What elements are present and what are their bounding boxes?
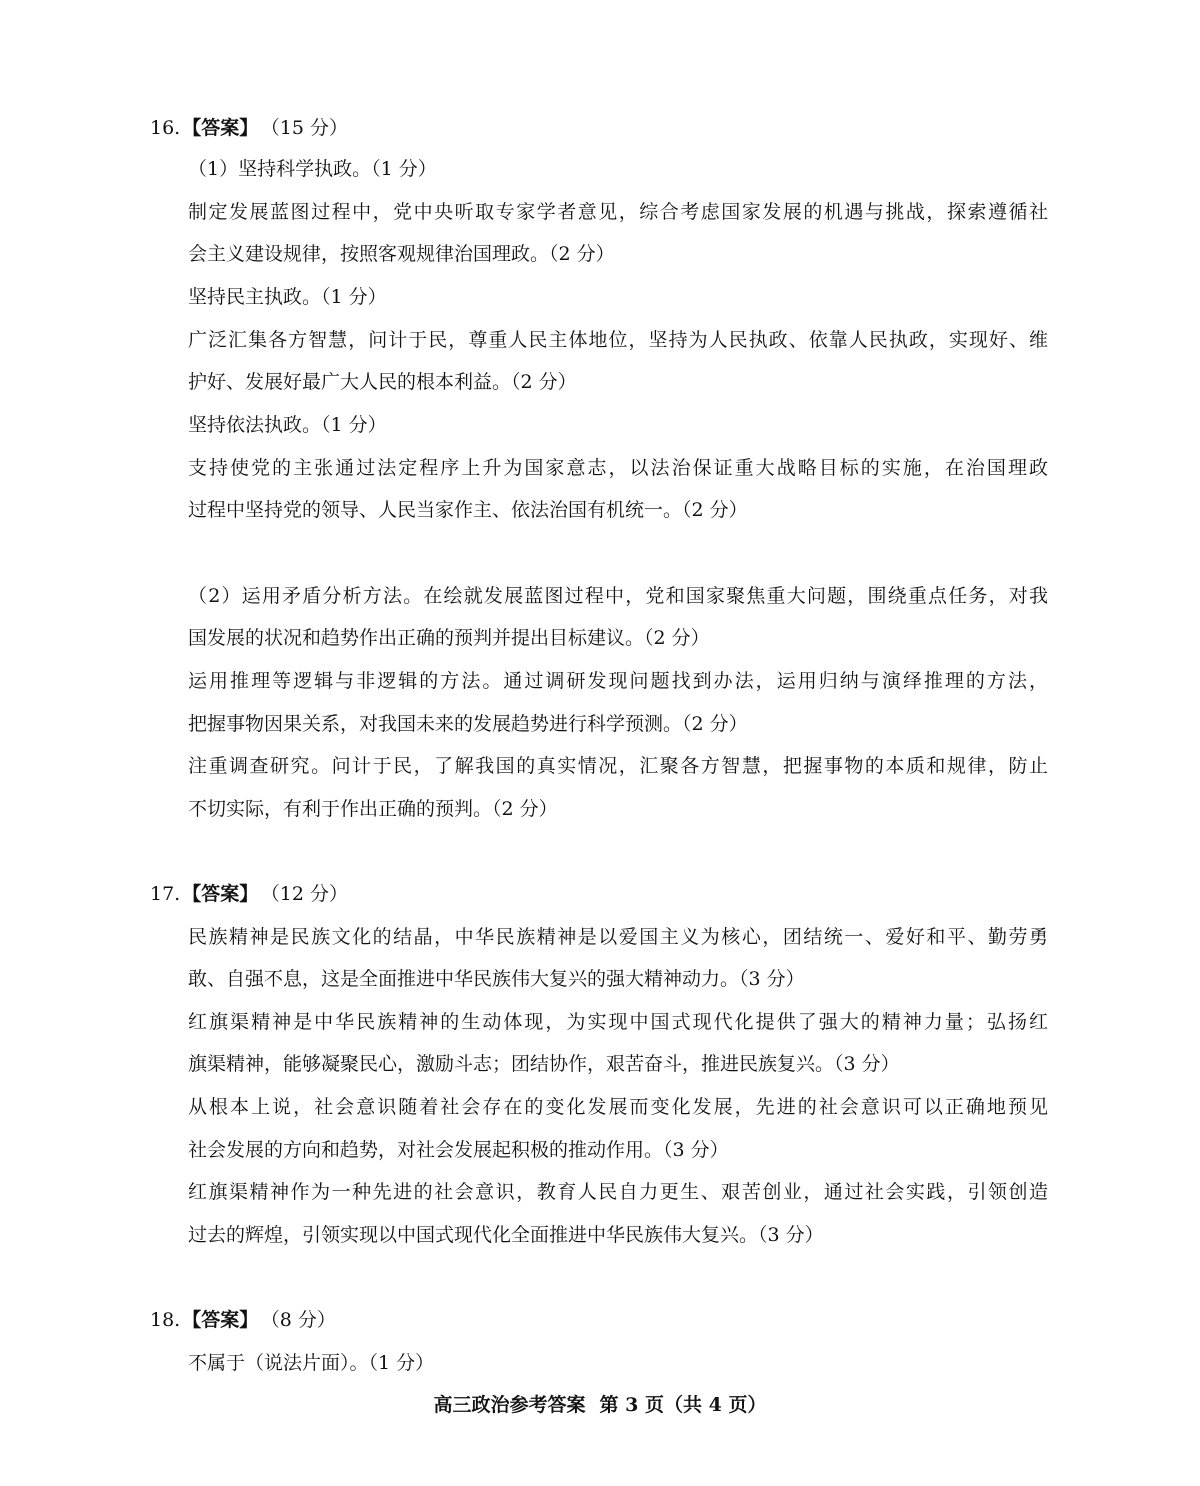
- answer-line: 红旗渠精神是中华民族精神的生动体现，为实现中国式现代化提供了强大的精神力量；弘扬红: [188, 1011, 1048, 1033]
- question-number: 17.: [150, 883, 181, 905]
- answer-line: 国发展的状况和趋势作出正确的预判并提出目标建议。（2 分）: [188, 627, 710, 649]
- answer-line: 护好、发展好最广大人民的根本利益。（2 分）: [188, 371, 577, 393]
- answer-line: 制定发展蓝图过程中，党中央听取专家学者意见，综合考虑国家发展的机遇与挑战，探索遵循社: [188, 201, 1048, 223]
- answer-line: 过程中坚持党的领导、人民当家作主、依法治国有机统一。（2 分）: [188, 499, 748, 521]
- answer-tag: 【答案】: [182, 1309, 259, 1331]
- answer-line: 敢、自强不息，这是全面推进中华民族伟大复兴的强大精神动力。（3 分）: [188, 968, 805, 990]
- answer-line: 过去的辉煌，引领实现以中国式现代化全面推进中华民族伟大复兴。（3 分）: [188, 1224, 824, 1246]
- answer-line: 运用推理等逻辑与非逻辑的方法。通过调研发现问题找到办法，运用归纳与演绎推理的方法，: [188, 670, 1048, 692]
- answer-line: 旗渠精神，能够凝聚民心，激励斗志；团结协作，艰苦奋斗，推进民族复兴。（3 分）: [188, 1053, 900, 1075]
- answer-line: 民族精神是民族文化的结晶，中华民族精神是以爱国主义为核心，团结统一、爱好和平、勤劳勇: [188, 926, 1048, 948]
- answer-line: 坚持民主执政。（1 分）: [188, 286, 387, 308]
- answer-line: （2）运用矛盾分析方法。在绘就发展蓝图过程中，党和国家聚焦重大问题，围绕重点任务，对我: [188, 585, 1048, 607]
- answer-line: 红旗渠精神作为一种先进的社会意识，教育人民自力更生、艰苦创业，通过社会实践，引领创造: [188, 1181, 1048, 1203]
- answer-line: 把握事物因果关系，对我国未来的发展趋势进行科学预测。（2 分）: [188, 713, 748, 735]
- question-number: 18.: [150, 1309, 181, 1331]
- answer-line: 会主义建设规律，按照客观规律治国理政。（2 分）: [188, 243, 615, 265]
- question-number: 16.: [150, 117, 181, 139]
- answer-line: 不属于（说法片面）。（1 分）: [188, 1352, 435, 1374]
- question-17-heading: [150, 881, 348, 907]
- answer-line: 从根本上说，社会意识随着社会存在的变化发展而变化发展，先进的社会意识可以正确地预见: [188, 1096, 1048, 1118]
- answer-line: 广泛汇集各方智慧，问计于民，尊重人民主体地位，坚持为人民执政、依靠人民执政，实现好、维: [188, 329, 1048, 351]
- answer-line: 支持使党的主张通过法定程序上升为国家意志，以法治保证重大战略目标的实施，在治国理政: [188, 457, 1048, 479]
- footer-page-number: 第 3 页（共 4 页）: [599, 1394, 767, 1416]
- answer-tag: 【答案】: [182, 883, 259, 905]
- answer-line: 社会发展的方向和趋势，对社会发展起积极的推动作用。（3 分）: [188, 1139, 729, 1161]
- question-score: （8 分）: [270, 1309, 336, 1331]
- question-16-heading: [150, 115, 348, 141]
- question-score: （15 分）: [270, 117, 348, 139]
- answer-tag: 【答案】: [182, 117, 259, 139]
- footer-title: 高三政治参考答案: [433, 1394, 586, 1416]
- answer-line: 注重调查研究。问计于民，了解我国的真实情况，汇聚各方智慧，把握事物的本质和规律，防止: [188, 755, 1048, 777]
- question-18-heading: [150, 1307, 336, 1333]
- answer-line: 不切实际，有利于作出正确的预判。（2 分）: [188, 798, 558, 820]
- answer-line: 坚持依法执政。（1 分）: [188, 414, 387, 436]
- page-footer: [0, 1392, 1200, 1418]
- answer-line: （1）坚持科学执政。（1 分）: [188, 158, 437, 180]
- question-score: （12 分）: [270, 883, 348, 905]
